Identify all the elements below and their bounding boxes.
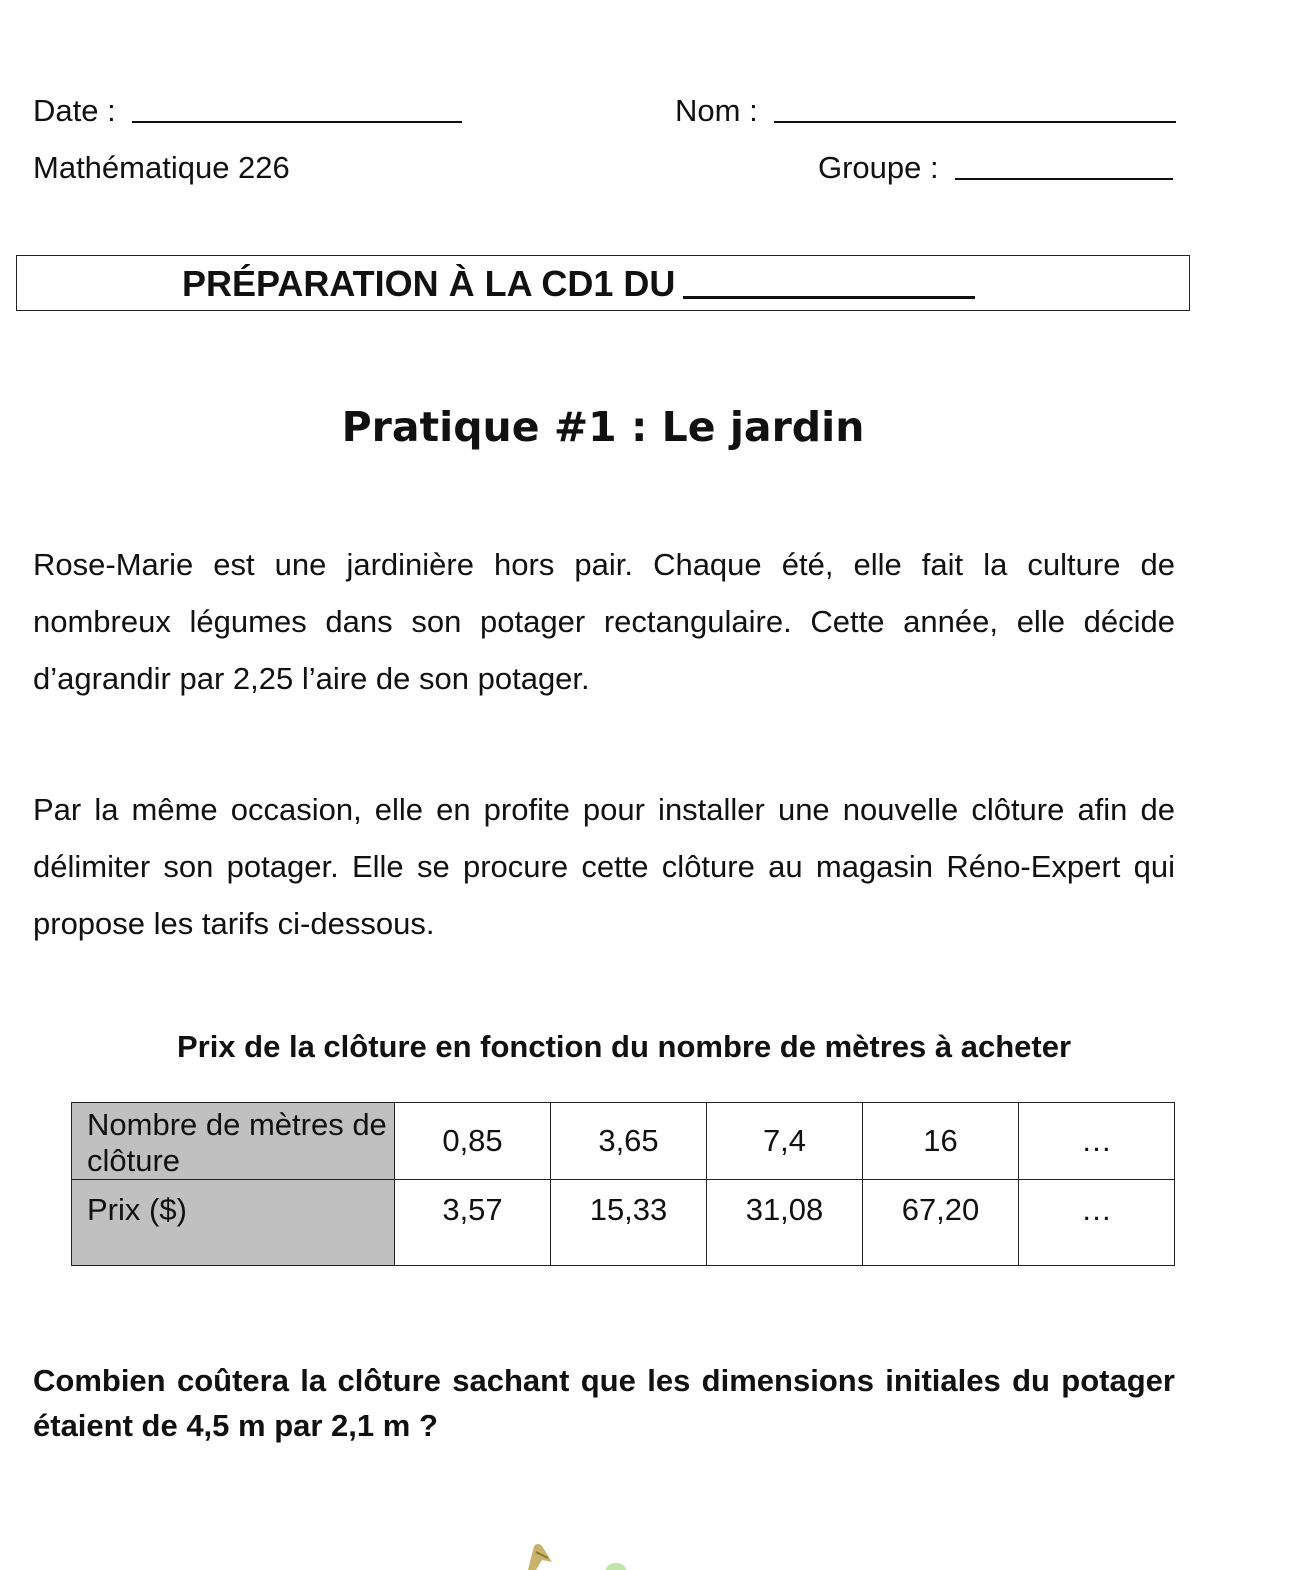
date-label: Date : — [33, 93, 116, 128]
table-row-prices — [72, 1180, 1175, 1266]
name-blank-line[interactable] — [774, 121, 1176, 123]
leaf-shape — [606, 1563, 626, 1570]
meters-cell: … — [1019, 1103, 1175, 1180]
table-row-meters — [72, 1103, 1175, 1180]
name-label: Nom : — [675, 93, 758, 128]
price-cell: 15,33 — [551, 1180, 707, 1266]
group-field — [818, 150, 1173, 186]
date-field — [33, 93, 462, 129]
garden-clipart-icon — [508, 1540, 638, 1570]
question-text: Combien coûtera la clôture sachant que les dimensions initiales du potager étaient de 4,5 m par 2,1 m ? — [33, 1363, 1175, 1443]
name-field — [675, 93, 1176, 129]
group-blank-line[interactable] — [955, 178, 1173, 180]
group-label: Groupe : — [818, 150, 939, 185]
paragraph-intro: Rose-Marie est une jardinière hors pair. Chaque été, elle fait la culture de nombreux légumes dans son potager rectangulaire. Cette année, elle décide d’agrandir par 2,25 l’aire de son potager. — [33, 547, 1175, 696]
price-table — [71, 1102, 1175, 1266]
title-text: PRÉPARATION À LA CD1 DU — [182, 263, 676, 304]
title-date-blank-line[interactable] — [683, 296, 975, 299]
price-cell: 3,57 — [395, 1180, 551, 1266]
price-cell: 67,20 — [863, 1180, 1019, 1266]
table-caption: Prix de la clôture en fonction du nombre de mètres à acheter — [176, 1029, 1072, 1064]
meters-cell: 0,85 — [395, 1103, 551, 1180]
shovel-shape — [528, 1544, 552, 1570]
title-box — [16, 255, 1190, 311]
title-heading — [182, 264, 975, 304]
paragraph-fence: Par la même occasion, elle en profite pour installer une nouvelle clôture afin de délimiter son potager. Elle se procure cette clôture au magasin Réno-Expert qui propose les tarifs ci-dessous. — [33, 792, 1175, 941]
row-header-price: Prix ($) — [72, 1180, 395, 1266]
price-cell: … — [1019, 1180, 1175, 1266]
date-blank-line[interactable] — [132, 121, 462, 123]
course-name: Mathématique 226 — [33, 150, 290, 185]
meters-cell: 16 — [863, 1103, 1019, 1180]
meters-cell: 7,4 — [707, 1103, 863, 1180]
price-cell: 31,08 — [707, 1180, 863, 1266]
practice-title: Pratique #1 : Le jardin — [341, 403, 865, 451]
row-header-meters: Nombre de mètres de clôture — [72, 1103, 395, 1180]
meters-cell: 3,65 — [551, 1103, 707, 1180]
